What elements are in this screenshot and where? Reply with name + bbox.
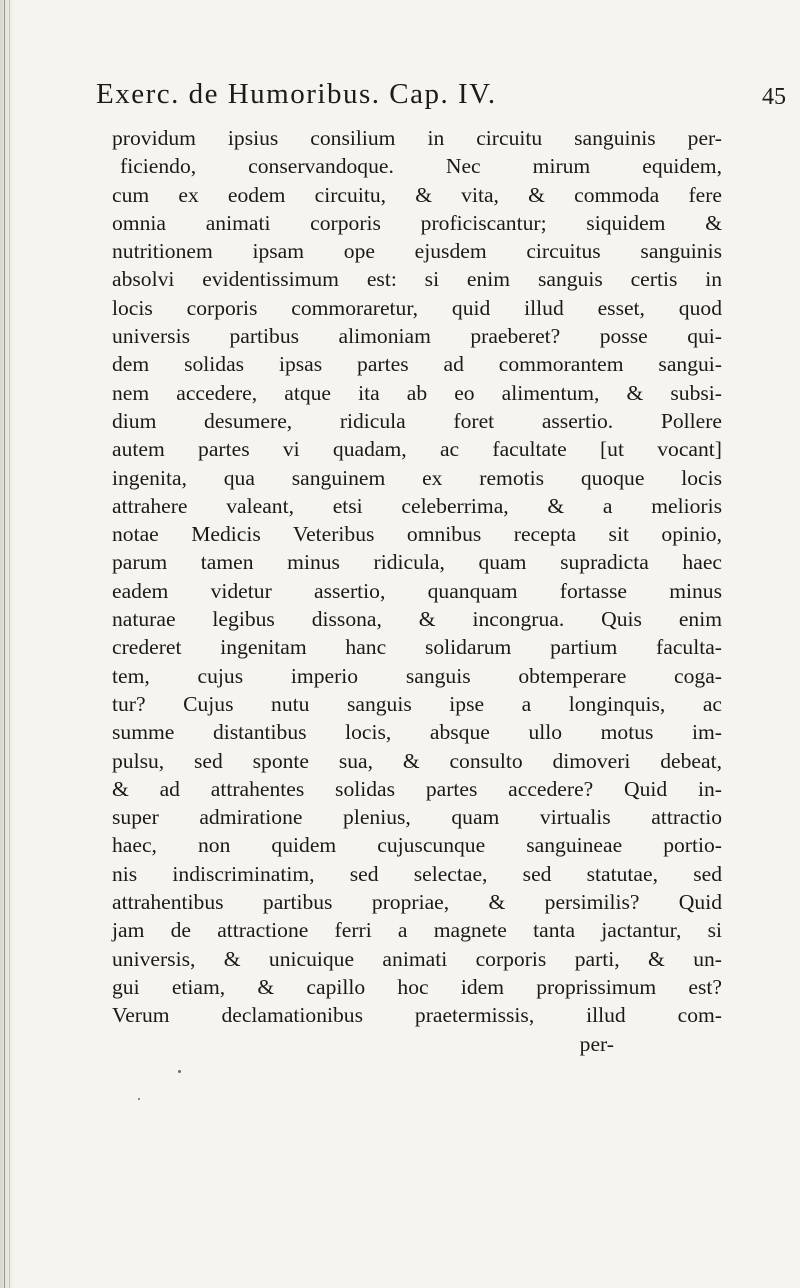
text-line: dium desumere, ridicula foret assertio. Pollere [112,408,722,433]
text-line: dem solidas ipsas partes ad commorantem sangui- [112,352,722,377]
text-line: nem accedere, atque ita ab eo alimentum, & subsi- [112,380,722,405]
text-line: & ad attrahentes solidas partes accedere? Quid in- [112,776,722,801]
text-line: attrahentibus partibus propriae, & persimilis? Quid [112,890,722,915]
text-line: naturae legibus dissona, & incongrua. Quis enim [112,607,722,632]
text-line: absolvi evidentissimum est: si enim sanguis certis in [112,267,722,292]
text-line: ingenita, qua sanguinem ex remotis quoque locis [112,465,722,490]
text-line: Verum declamationibus praetermissis, illud com- [112,1003,722,1028]
text-line: summe distantibus locis, absque ullo motus im- [112,720,722,745]
binding-gutter [0,0,14,1288]
text-line: attrahere valeant, etsi celeberrima, & a melioris [112,493,722,518]
text-line: cum ex eodem circuitu, & vita, & commoda fere [112,182,722,207]
text-line: tem, cujus imperio sanguis obtemperare coga- [112,663,722,688]
catchword: per- [579,1031,614,1056]
text-line: pulsu, sed sponte sua, & consulto dimoveri debeat, [112,748,722,773]
text-line: ficiendo, conservandoque. Nec mirum equidem, [120,154,722,179]
text-line: nutritionem ipsam ope ejusdem circuitus sanguinis [112,239,722,264]
text-line: universis partibus alimoniam praeberet? posse qui- [112,324,722,349]
running-head [96,78,786,118]
page-edge-line [9,0,10,1288]
ink-speck [178,1070,181,1073]
running-head-title: Exerc. de Humoribus. Cap. IV. [96,78,497,110]
body-text [112,124,722,1058]
text-line: jam de attractione ferri a magnete tanta jactantur, si [112,918,722,943]
text-line: parum tamen minus ridicula, quam supradicta haec [112,550,722,575]
text-line: omnia animati corporis proficiscantur; siquidem & [112,210,722,235]
text-line: haec, non quidem cujuscunque sanguineae portio- [112,833,722,858]
text-line: notae Medicis Veteribus omnibus recepta sit opinio, [112,522,722,547]
text-line: nis indiscriminatim, sed selectae, sed statutae, sed [112,861,722,886]
text-line: eadem videtur assertio, quanquam fortasse minus [112,578,722,603]
text-line: autem partes vi quadam, ac facultate [ut vocant] [112,437,722,462]
page-number: 45 [762,84,786,110]
text-line: crederet ingenitam hanc solidarum partium faculta- [112,635,722,660]
page-edge-line [4,0,5,1288]
text-line: gui etiam, & capillo hoc idem proprissimum est? [112,974,722,999]
text-line: super admiratione plenius, quam virtualis attractio [112,805,722,830]
text-line: universis, & unicuique animati corporis parti, & un- [112,946,722,971]
text-line: locis corporis commoraretur, quid illud esset, quod [112,295,722,320]
text-line: tur? Cujus nutu sanguis ipse a longinquis, ac [112,691,722,716]
text-line: providum ipsius consilium in circuitu sanguinis per- [112,126,722,150]
ink-speck [138,1098,140,1100]
